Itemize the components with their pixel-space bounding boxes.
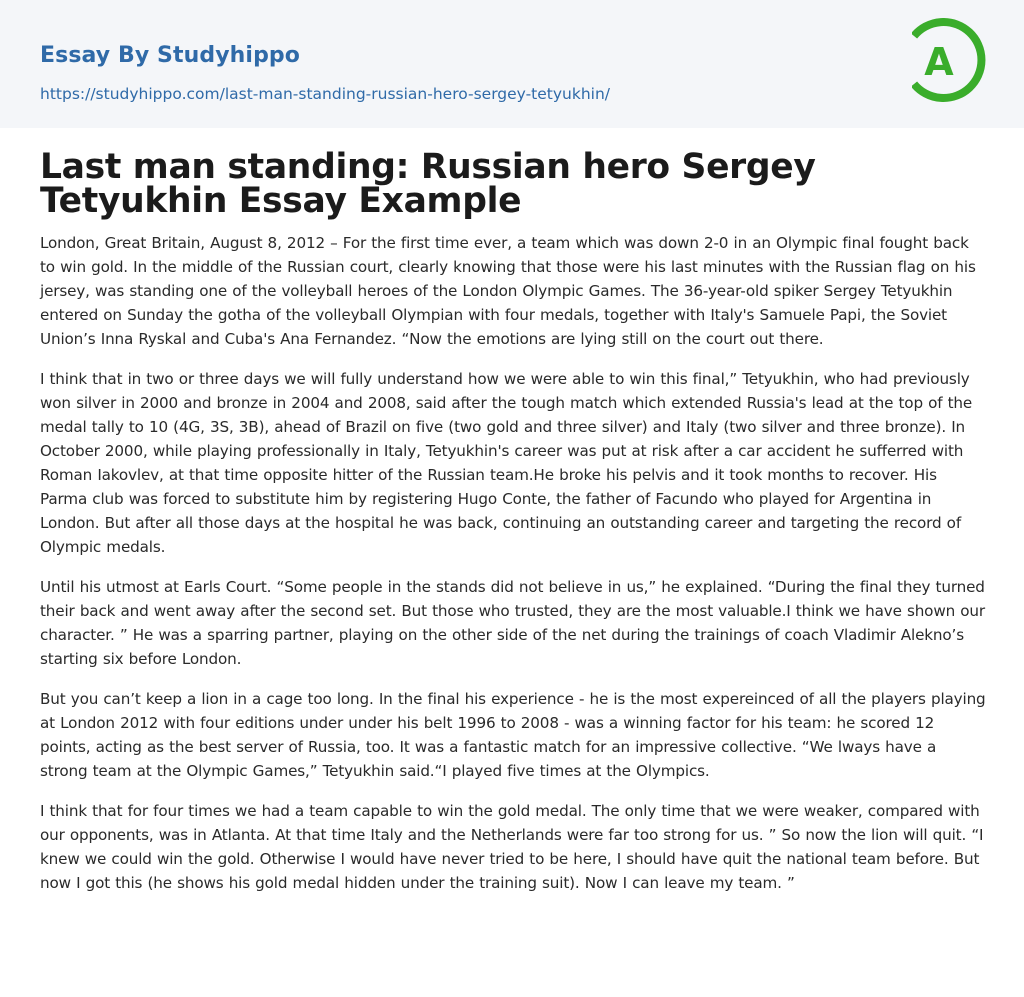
essay-paragraph: I think that in two or three days we will fully understand how we were able to win this final,” Tetyukhin, who had previously won silver in 2000 and bronze in 2004 and 2008, said after the tough match which extended Russia's lead at the top of the medal tally to 10 (4G, 3S, 3B), ahead of Brazil on five (two gold and three silver) and Italy (two silver and three bronze). In October 2000, while playing professionally in Italy, Tetyukhin's career was put at risk after a car accident he sufferred with Roman Iakovlev, at that time opposite hitter of the Russian team.He broke his pelvis and it took months to recover. His Parma club was forced to substitute him by registering Hugo Conte, the father of Facundo who played for Argentina in London. But after all those days at the hospital he was back, continuing an outstanding career and targeting the record of Olympic medals. — [40, 370, 973, 556]
essay-paragraph: Until his utmost at Earls Court. “Some people in the stands did not believe in us,” he explained. “During the final they turned their back and went away after the second set. But those who trusted, they are the most valuable.I think we have shown our character. ” He was a sparring partner, playing on the other side of the net during the trainings of coach Vladimir Alekno’s starting six before London. — [40, 578, 985, 668]
essay-paragraph: I think that for four times we had a team capable to win the gold medal. The only time that we were weaker, compared with our opponents, was in Atlanta. At that time Italy and the Netherlands were far too strong for us. ” So now the lion will quit. “I knew we could win the gold. Otherwise I would have never tried to be here, I should have quit the national team before. But now I got this (he shows his gold medal hidden under the training suit). Now I can leave my team. ” — [40, 802, 984, 892]
essay-paragraph: But you can’t keep a lion in a cage too long. In the final his experience - he is the most expereinced of all the players playing at London 2012 with four editions under under his belt 1996 to 2008 - was a winning factor for his team: he scored 12 points, acting as the best server of Russia, too. It was a fantastic match for an impressive collective. “We lways have a strong team at the Olympic Games,” Tetyukhin said.“I played five times at the Olympics. — [40, 690, 986, 780]
source-url-link[interactable]: https://studyhippo.com/last-man-standing-russian-hero-sergey-tetyukhin/ — [40, 85, 611, 103]
logo-ring-icon — [912, 18, 988, 106]
brand-title[interactable]: Essay By Studyhippo — [40, 43, 300, 68]
site-header — [0, 0, 1024, 128]
site-logo[interactable] — [912, 18, 988, 106]
essay-body — [40, 231, 986, 895]
essay-title: Last man standing: Russian hero Sergey Tetyukhin Essay Example — [40, 147, 816, 221]
logo-letter: A — [924, 40, 954, 84]
essay-paragraph: London, Great Britain, August 8, 2012 – For the first time ever, a team which was down 2-0 in an Olympic final fought back to win gold. In the middle of the Russian court, clearly knowing that those were his last minutes with the Russian flag on his jersey, was standing one of the volleyball heroes of the London Olympic Games. The 36-year-old spiker Sergey Tetyukhin entered on Sunday the gotha of the volleyball Olympian with four medals, together with Italy's Samuele Papi, the Soviet Union’s Inna Ryskal and Cuba's Ana Fernandez. “Now the emotions are lying still on the court out there. — [40, 234, 976, 348]
essay-content — [40, 147, 986, 911]
